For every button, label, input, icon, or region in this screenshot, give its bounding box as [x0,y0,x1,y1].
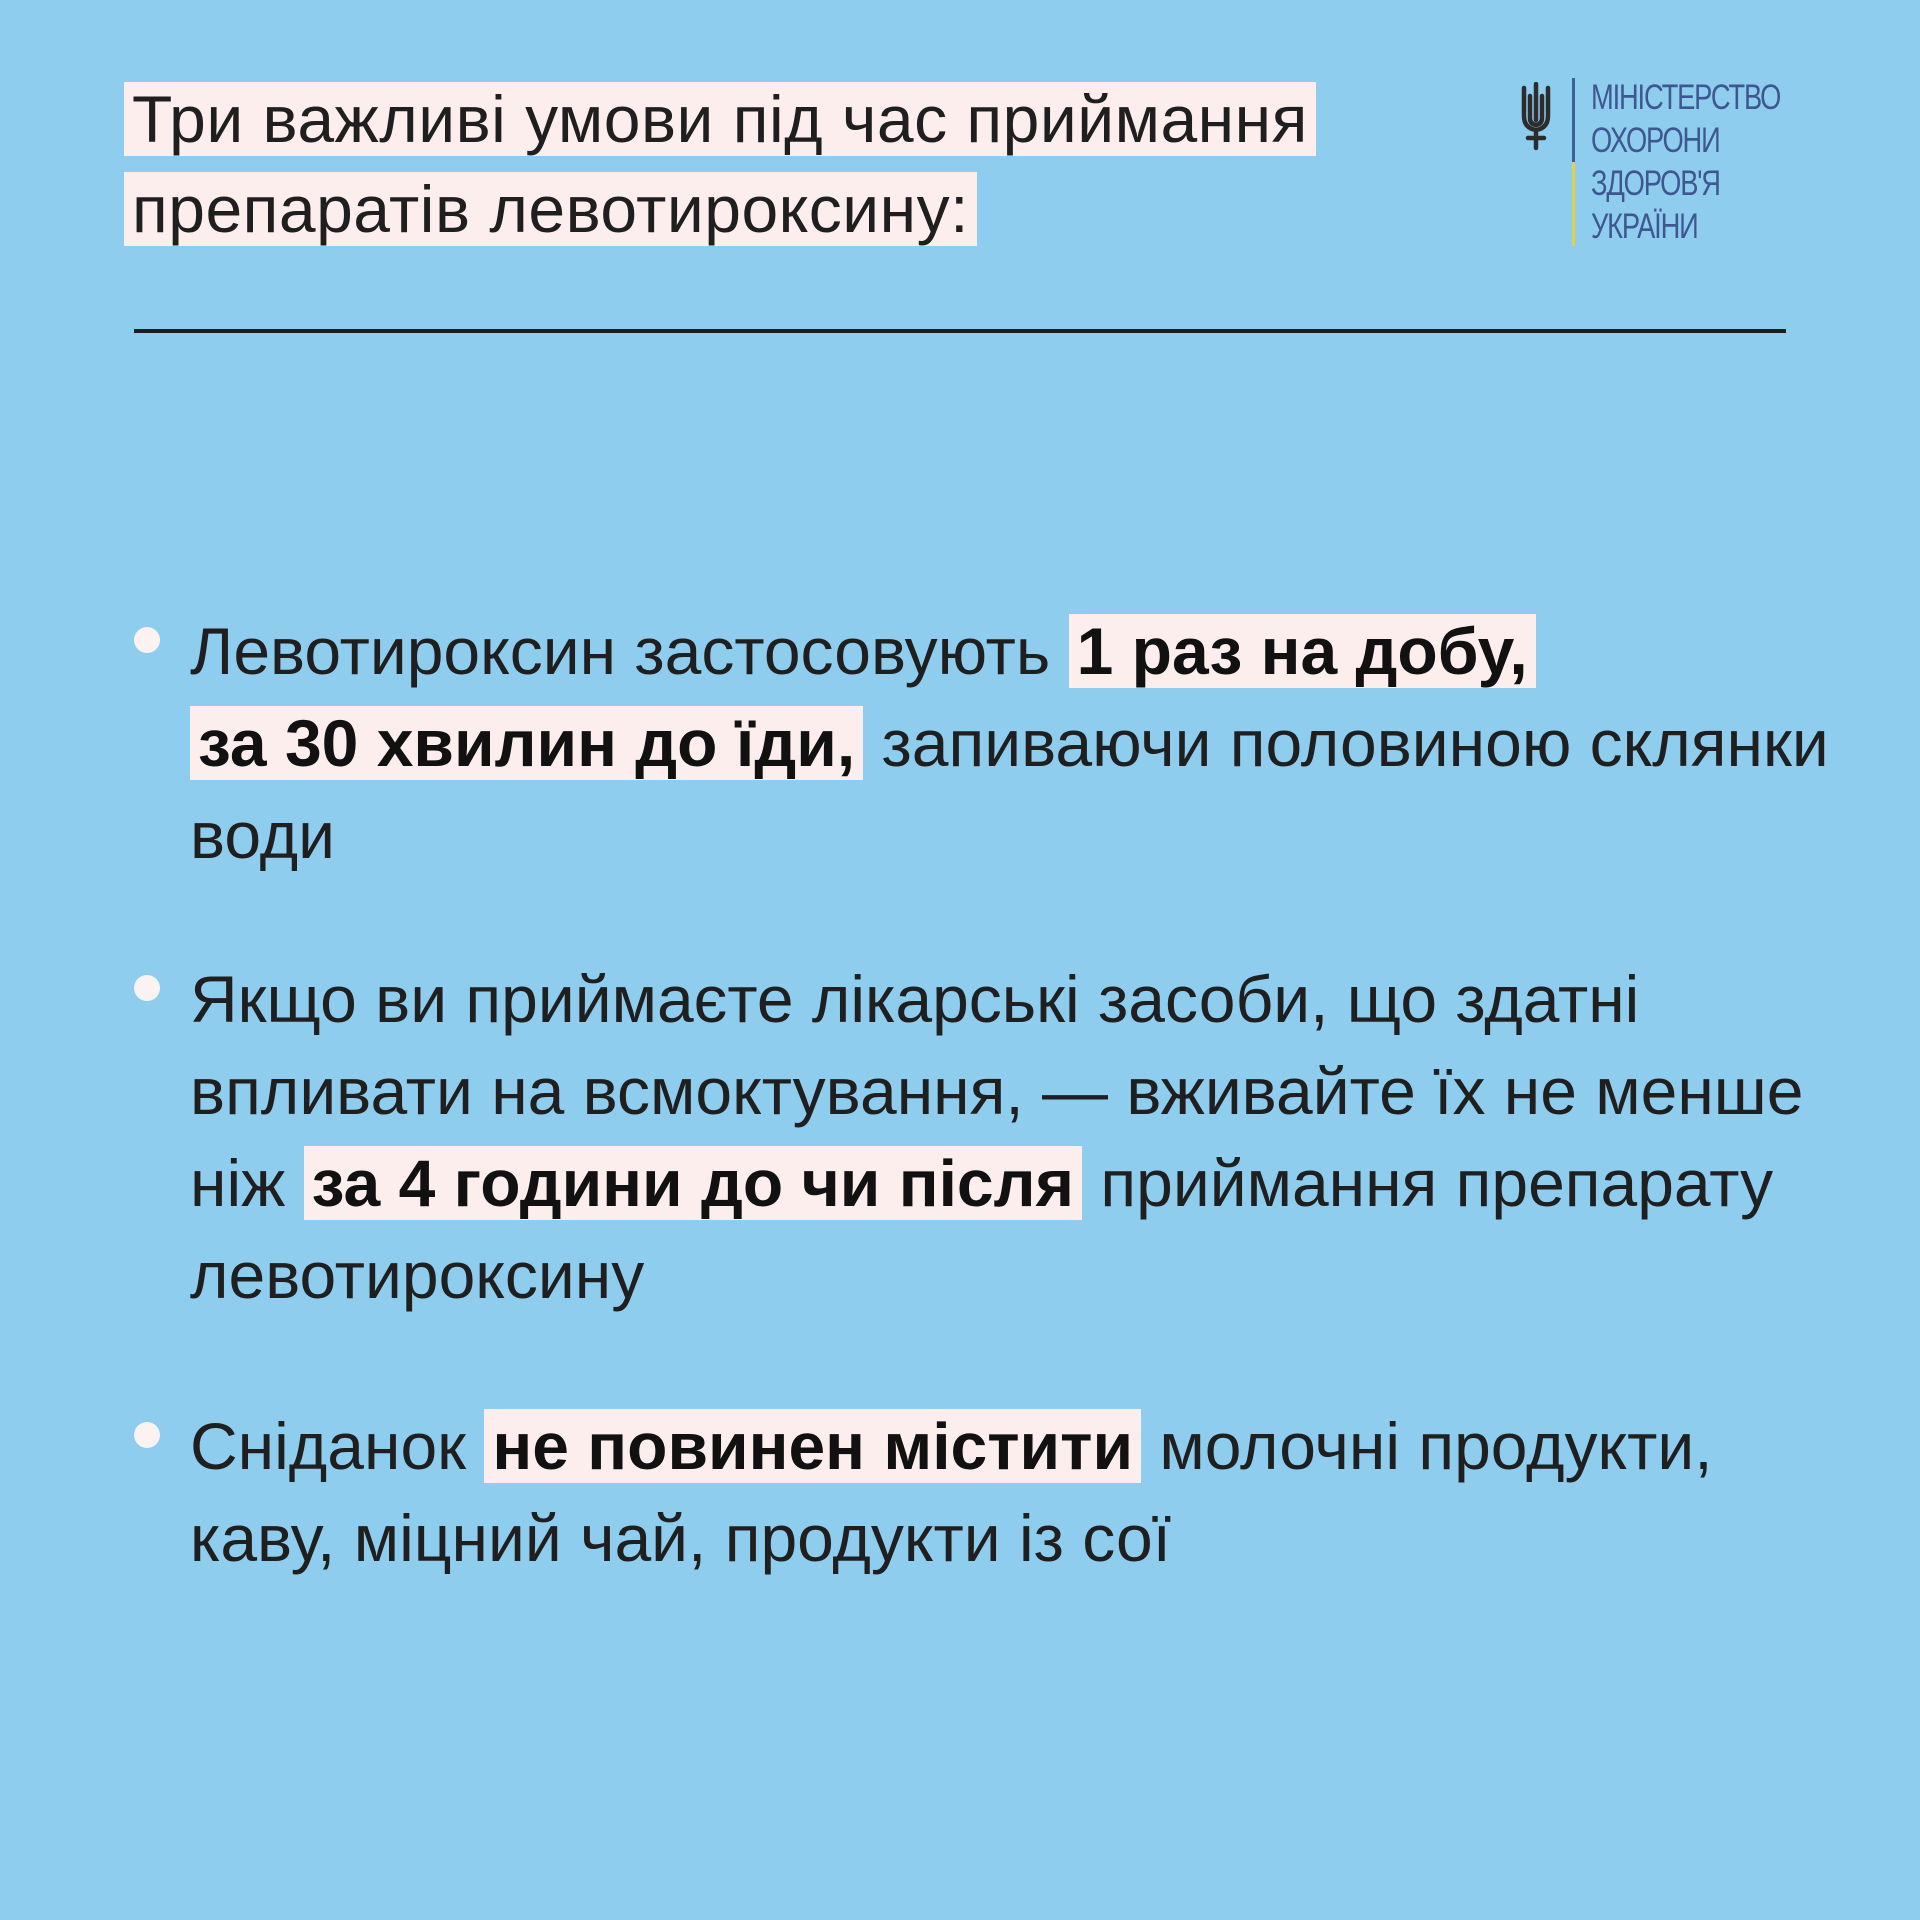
ministry-name-line-4: УКРАЇНИ [1591,207,1698,246]
highlight-4-hours: за 4 години до чи після [304,1146,1082,1220]
highlight-once-daily: 1 раз на добу, [1069,614,1536,688]
title-line-2: препаратів левотироксину: [124,172,977,246]
list-item-text-pre: Сніданок [190,1409,485,1483]
ministry-name-line-3: ЗДОРОВ'Я [1591,164,1720,203]
bullet-dot [134,975,160,1001]
trident-icon [1516,82,1556,152]
flag-blue-stripe [1572,78,1575,162]
list-item-text-post: приймання препарату левотироксину [190,1146,1774,1312]
list-item-text-pre: Левотироксин застосовують [190,614,1069,688]
title-divider [134,329,1786,333]
ministry-name-line-2: ОХОРОНИ [1591,121,1720,160]
ministry-logo [1516,76,1816,252]
list-item-text [190,953,1840,1321]
bullet-dot [134,1422,160,1448]
list-item-text-pre: Якщо ви приймаєте лікарські засоби, що здатні впливати на всмоктування, — вживайте їх не менше ніж [190,962,1804,1220]
title-line-1: Три важливі умови під час приймання [124,82,1316,156]
flag-yellow-stripe [1572,162,1575,246]
ministry-name-line-1: МІНІСТЕРСТВО [1591,78,1781,117]
highlight-30-minutes: за 30 хвилин до їди, [190,706,863,780]
list-item-text-post: молочні продукти, каву, міцний чай, продукти із сої [190,1409,1713,1575]
list-item-text [190,1400,1840,1584]
page-title [124,74,1424,254]
list-item-text [190,605,1840,881]
highlight-must-not-contain: не повинен містити [484,1409,1141,1483]
flag-divider [1572,78,1575,246]
ministry-name [1591,76,1780,248]
list-item-text-post: запиваючи половиною склянки води [190,706,1829,872]
bullet-dot [134,627,160,653]
